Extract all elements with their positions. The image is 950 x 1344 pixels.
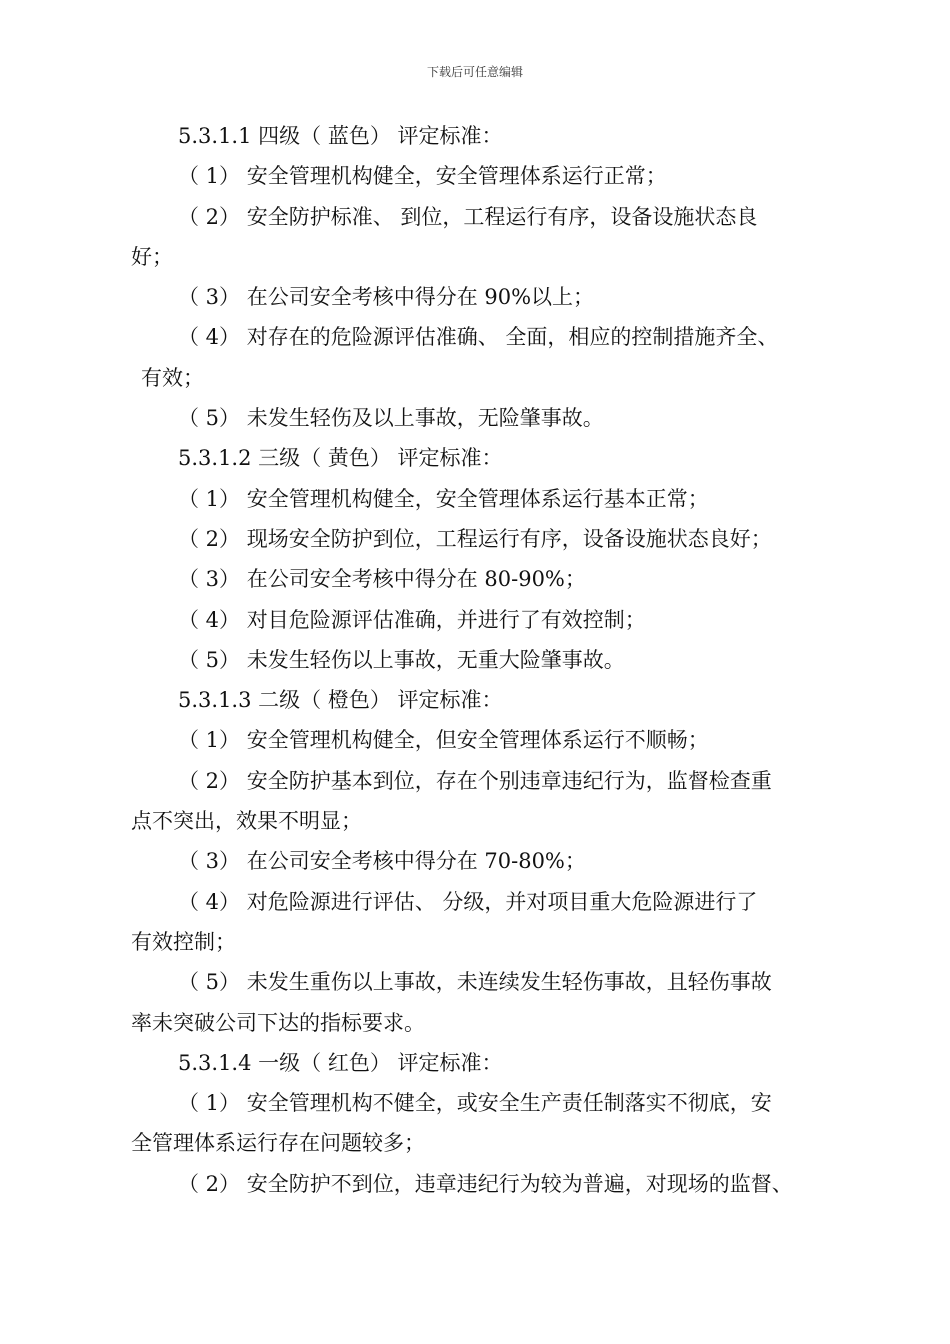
list-item: （ 3） 在公司安全考核中得分在 80-90%； [178,567,586,592]
section-heading: 5.3.1.1 四级（ 蓝色） 评定标准： [178,124,503,148]
list-item-continuation: 有效控制； [131,929,236,954]
list-item-continuation: 好； [131,244,173,269]
section-heading: 5.3.1.4 一级（ 红色） 评定标准： [178,1050,503,1075]
list-item: （ 5） 未发生重伤以上事故，未连续发生轻伤事故，且轻伤事故 [178,970,772,995]
list-item-continuation: 点不突出，效果不明显； [131,809,362,834]
list-item-continuation: 率未突破公司下达的指标要求。 [131,1010,425,1035]
list-item-continuation: 有效； [141,365,204,390]
list-item: （ 4） 对存在的危险源评估准确、 全面，相应的控制措施齐全、 [178,325,779,350]
list-item: （ 3） 在公司安全考核中得分在 70-80%； [178,849,586,874]
list-item: （ 1） 安全管理机构健全，安全管理体系运行基本正常； [178,486,709,511]
list-item-continuation: 全管理体系运行存在问题较多； [131,1131,425,1156]
list-item: （ 1） 安全管理机构健全，但安全管理体系运行不顺畅； [178,728,709,753]
list-item: （ 2） 安全防护不到位，违章违纪行为较为普遍，对现场的监督、 [178,1171,793,1196]
list-item: （ 2） 安全防护基本到位，存在个别违章违纪行为，监督检查重 [178,768,772,793]
list-item: （ 1） 安全管理机构不健全，或安全生产责任制落实不彻底，安 [178,1091,772,1116]
section-heading: 5.3.1.2 三级（ 黄色） 评定标准： [178,446,503,471]
list-item: （ 2） 安全防护标准、 到位，工程运行有序，设备设施状态良 [178,204,758,229]
list-item: （ 5） 未发生轻伤及以上事故，无险肇事故。 [178,406,604,431]
list-item: （ 3） 在公司安全考核中得分在 90%以上； [178,285,595,310]
page-header: 下载后可任意编辑 [426,65,523,79]
list-item: （ 1） 安全管理机构健全，安全管理体系运行正常； [178,164,667,189]
list-item: （ 5） 未发生轻伤以上事故，无重大险肇事故。 [178,647,625,672]
list-item: （ 4） 对目危险源评估准确，并进行了有效控制； [178,607,646,632]
section-heading: 5.3.1.3 二级（ 橙色） 评定标准： [178,688,503,713]
document-body [131,116,831,1204]
list-item: （ 4） 对危险源进行评估、 分级，并对项目重大危险源进行了 [178,889,758,914]
list-item: （ 2） 现场安全防护到位，工程运行有序，设备设施状态良好； [178,526,772,551]
